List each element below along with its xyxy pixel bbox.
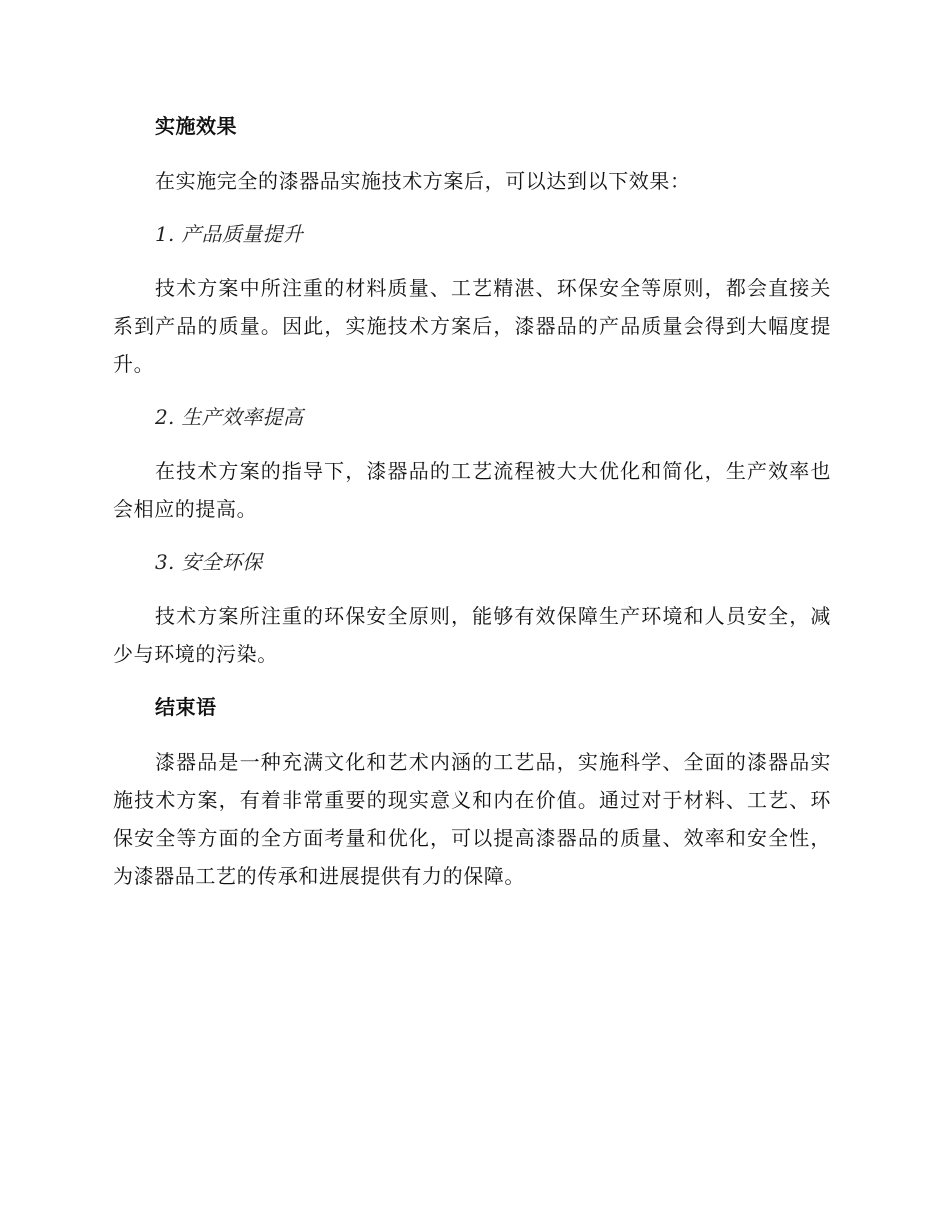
- section-heading-conclusion: 结束语: [155, 695, 217, 719]
- item-heading-efficiency: 2. 生产效率提高: [155, 405, 304, 429]
- document-content: [113, 108, 831, 911]
- item-heading-quality: 1. 产品质量提升: [155, 222, 304, 246]
- item-paragraph-quality: 技术方案中所注重的材料质量、工艺精湛、环保安全等原则，都会直接关系到产品的质量。因此，实施技术方案后，漆器品的产品质量会得到大幅度提升。: [113, 276, 831, 376]
- section-intro-paragraph: 在实施完全的漆器品实施技术方案后，可以达到以下效果：: [155, 169, 691, 193]
- conclusion-paragraph: 漆器品是一种充满文化和艺术内涵的工艺品，实施科学、全面的漆器品实施技术方案，有着非常重要的现实意义和内在价值。通过对于材料、工艺、环保安全等方面的全方面考量和优化，可以提高漆器品的质量、效率和安全性，为漆器品工艺的传承和进展提供有力的保障。: [113, 750, 831, 888]
- item-paragraph-efficiency: 在技术方案的指导下，漆器品的工艺流程被大大优化和简化，生产效率也会相应的提高。: [113, 459, 831, 521]
- item-heading-safety: 3. 安全环保: [155, 550, 263, 574]
- section-heading-implementation-effects: 实施效果: [155, 114, 237, 138]
- item-paragraph-safety: 技术方案所注重的环保安全原则，能够有效保障生产环境和人员安全，减少与环境的污染。: [113, 604, 831, 666]
